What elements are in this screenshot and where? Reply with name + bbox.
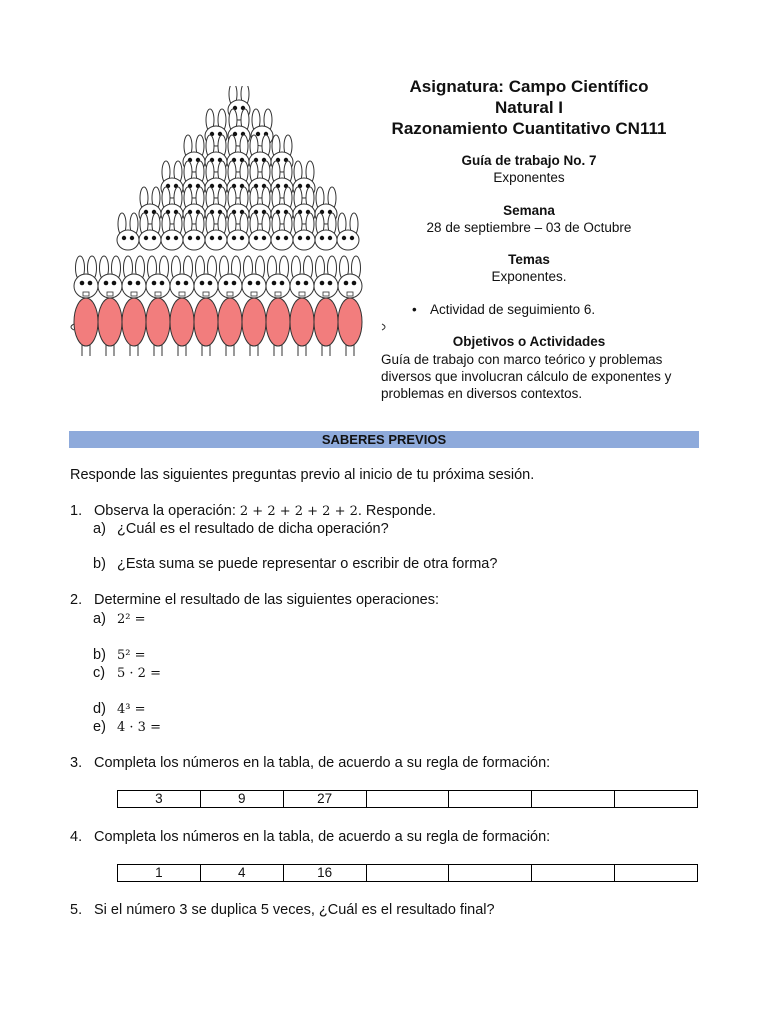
q1-a [93, 520, 389, 538]
q2-c-label: c) [93, 665, 106, 681]
q2-d-label: d) [93, 701, 106, 717]
title-line-2: Natural I [494, 98, 564, 117]
q4-cell[interactable] [449, 865, 532, 882]
q2-b-expr: 5² = [117, 648, 146, 663]
question-4 [70, 828, 551, 846]
q4-number: 4. [70, 829, 83, 845]
q2-b-label: b) [93, 647, 106, 663]
q2-item-a [93, 610, 146, 629]
bunny-icon [74, 256, 98, 356]
bunny-icon [314, 256, 338, 356]
q2-c-expr: 5 · 2 = [117, 666, 161, 681]
q2-d-expr: 4³ = [117, 702, 146, 717]
q4-cell[interactable]: 4 [200, 865, 283, 882]
title-line-3: Razonamiento Cuantitativo CN111 [391, 119, 667, 138]
question-5 [70, 901, 495, 919]
q1-a-text: ¿Cuál es el resultado de dicha operación? [117, 521, 389, 537]
q2-item-b [93, 646, 146, 665]
bunny-icon [218, 256, 242, 356]
tail-icon [71, 324, 74, 330]
q3-sequence-table [117, 790, 698, 808]
q4-cell[interactable] [615, 865, 698, 882]
title-line-1: Asignatura: Campo Científico [409, 77, 649, 96]
q4-sequence-table [117, 864, 698, 882]
question-2 [70, 591, 439, 609]
week-label: Semana [503, 203, 555, 218]
q5-number: 5. [70, 902, 83, 918]
bunny-icon [338, 256, 362, 356]
q1-a-label: a) [93, 521, 106, 537]
guide-label: Guía de trabajo No. 7 [461, 153, 597, 168]
q3-cell[interactable] [449, 791, 532, 808]
objectives-label: Objetivos o Actividades [452, 334, 606, 349]
bunny-icon [117, 213, 139, 250]
question-3 [70, 754, 551, 772]
q2-a-expr: 2² = [117, 612, 146, 627]
q2-e-expr: 4 · 3 = [117, 720, 161, 735]
q2-item-e [93, 718, 161, 737]
week-value: 28 de septiembre – 03 de Octubre [426, 220, 632, 235]
q3-cell[interactable] [532, 791, 615, 808]
q3-text: Completa los números en la tabla, de acuerdo a su regla de formación: [94, 755, 551, 771]
section-title: SABERES PREVIOS [69, 431, 699, 448]
tail-icon [382, 324, 385, 330]
q1-b-label: b) [93, 556, 106, 572]
q4-cell[interactable] [366, 865, 449, 882]
q1-text-post: . Responde. [357, 503, 437, 519]
q2-a-label: a) [93, 611, 106, 627]
q2-e-label: e) [93, 719, 106, 735]
topics-label: Temas [508, 252, 550, 267]
bunny-icon [122, 256, 146, 356]
intro-text: Responde las siguientes preguntas previo al inicio de tu próxima sesión. [70, 467, 535, 483]
q4-text: Completa los números en la tabla, de acuerdo a su regla de formación: [94, 829, 551, 845]
activity-bullet: • Actividad de seguimiento 6. [430, 302, 595, 317]
q2-text: Determine el resultado de las siguientes operaciones: [94, 592, 439, 608]
bunny-icon [170, 256, 194, 356]
bunny-icon [337, 213, 359, 250]
objectives-text: Guía de trabajo con marco teórico y problemas diversos que involucran cálculo de exponentes y problemas en diversos contextos. [381, 352, 672, 401]
q1-b-text: ¿Esta suma se puede representar o escribir de otra forma? [117, 556, 498, 572]
q3-cell[interactable] [615, 791, 698, 808]
q3-cell[interactable]: 9 [200, 791, 283, 808]
q1-number: 1. [70, 503, 83, 519]
bunny-icon [98, 256, 122, 356]
q3-cell[interactable] [366, 791, 449, 808]
bunny-icon [290, 256, 314, 356]
q3-cell[interactable]: 27 [283, 791, 366, 808]
bunny-icon [266, 256, 290, 356]
bunny-pyramid-icon [66, 86, 396, 376]
q4-cell[interactable]: 1 [118, 865, 201, 882]
q5-text: Si el número 3 se duplica 5 veces, ¿Cuál es el resultado final? [94, 902, 495, 918]
page-title [370, 76, 688, 139]
q1-text-pre: Observa la operación: [94, 503, 240, 519]
guide-topic: Exponentes [493, 170, 565, 185]
q1-b [93, 555, 498, 573]
q3-number: 3. [70, 755, 83, 771]
topics-value: Exponentes. [491, 269, 567, 284]
q3-cell[interactable]: 3 [118, 791, 201, 808]
bunny-icon [242, 256, 266, 356]
table-row [118, 791, 698, 808]
question-1 [70, 502, 437, 521]
q2-item-d [93, 700, 146, 719]
bunny-icon [194, 256, 218, 356]
q2-number: 2. [70, 592, 83, 608]
bunny-icon [146, 256, 170, 356]
q1-math: 2 + 2 + 2 + 2 + 2 [239, 504, 358, 519]
q2-item-c [93, 664, 161, 683]
q4-cell[interactable] [532, 865, 615, 882]
q4-cell[interactable]: 16 [283, 865, 366, 882]
table-row [118, 865, 698, 882]
